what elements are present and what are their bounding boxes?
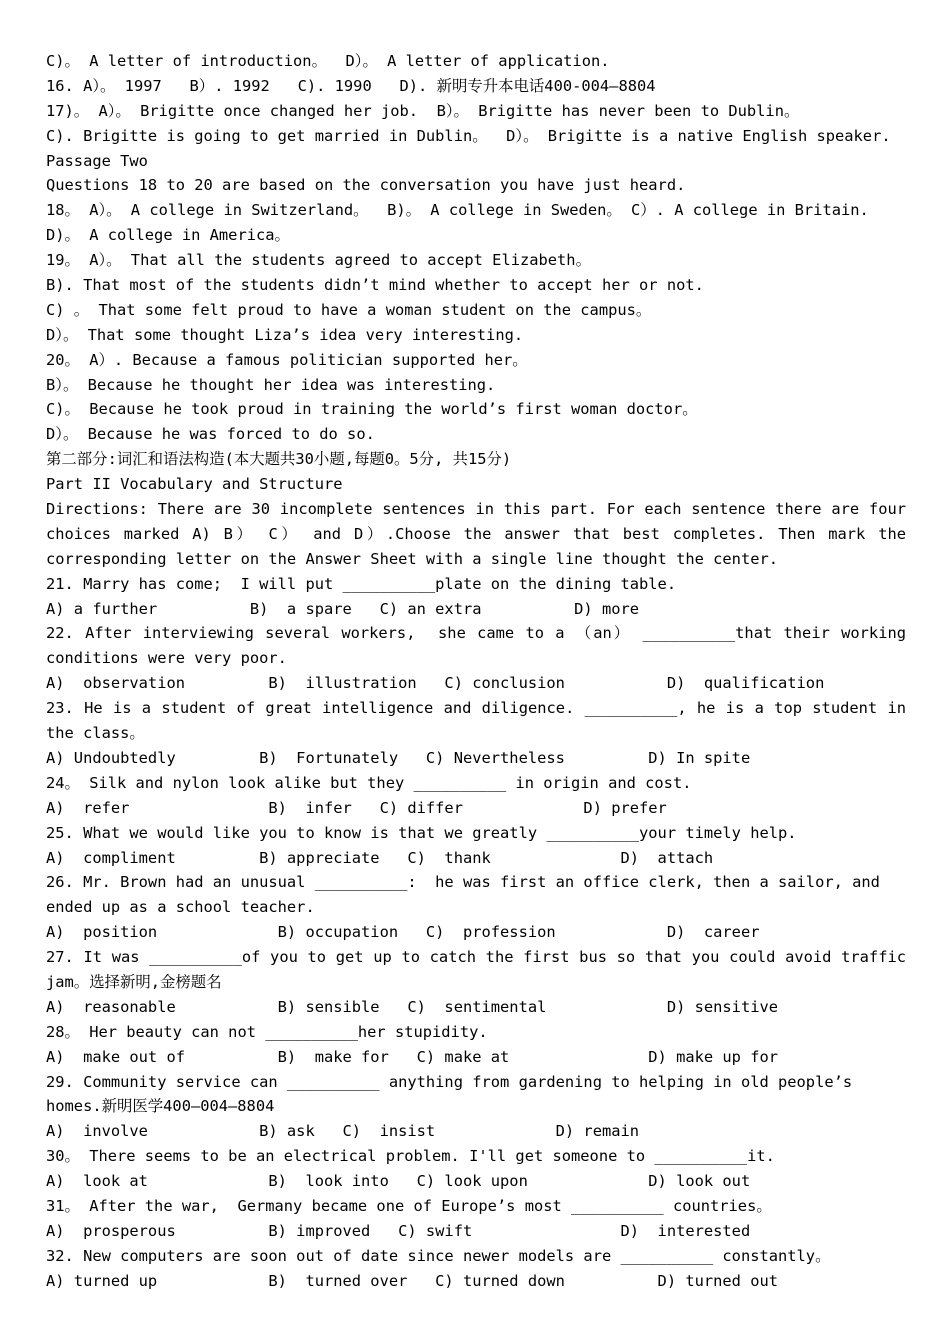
directions-line: choices marked A) B） C） and D）.Choose the answer that best completes. Then mark the bbox=[46, 524, 906, 543]
text-line: 20。 A）. Because a famous politician supported her。 bbox=[46, 350, 528, 369]
question-line: jam。选择新明,金榜题名 bbox=[46, 972, 222, 991]
section-heading: 第二部分:词汇和语法构造(本大题共30小题,每题0。5分, 共15分) bbox=[46, 450, 512, 469]
question-line: 25. What we would like you to know is that we greatly __________your timely help. bbox=[46, 823, 797, 842]
question-line: 21. Marry has come; I will put __________plate on the dining table. bbox=[46, 574, 677, 593]
question-line: the class。 bbox=[46, 724, 145, 743]
options-line: A) position B) occupation C) profession D) career bbox=[46, 923, 760, 942]
text-line: 17)。 A）。 Brigitte once changed her job. B）。 Brigitte has never been to Dublin。 bbox=[46, 101, 800, 120]
text-line: C)。 A letter of introduction。 D）。 A letter of application. bbox=[46, 52, 610, 70]
question-line: 24。 Silk and nylon look alike but they __________ in origin and cost. bbox=[46, 773, 692, 792]
question-line: conditions were very poor. bbox=[46, 649, 287, 668]
text-line: 16. A）。 1997 B）. 1992 C). 1990 D). 新明专升本电话400-004—8804 bbox=[46, 76, 656, 95]
directions-line: corresponding letter on the Answer Sheet with a single line thought the center. bbox=[46, 549, 779, 568]
options-line: A) involve B) ask C) insist D) remain bbox=[46, 1122, 640, 1141]
text-line: 19。 A）。 That all the students agreed to accept Elizabeth。 bbox=[46, 251, 591, 270]
options-line: A) reasonable B) sensible C) sentimental D) sensitive bbox=[46, 997, 779, 1016]
text-line: C). Brigitte is going to get married in Dublin。 D）。 Brigitte is a native English speaker. bbox=[46, 126, 891, 145]
options-line: A) look at B) look into C) look upon D) look out bbox=[46, 1172, 751, 1191]
text-line: B）。 Because he thought her idea was interesting. bbox=[46, 375, 496, 394]
options-line: A) make out of B) make for C) make at D) make up for bbox=[46, 1047, 779, 1066]
directions-line: Directions: There are 30 incomplete sentences in this part. For each sentence there are four bbox=[46, 500, 906, 519]
question-line: ended up as a school teacher. bbox=[46, 898, 315, 917]
question-line: 31。 After the war, Germany became one of Europe’s most __________ countries。 bbox=[46, 1196, 772, 1215]
options-line: A) observation B) illustration C) conclusion D) qualification bbox=[46, 674, 825, 693]
question-line: 29. Community service can __________ anything from gardening to helping in old people’s bbox=[46, 1072, 853, 1091]
question-line: 27. It was __________of you to get up to catch the first bus so that you could avoid traffic bbox=[46, 948, 906, 967]
text-line: C) 。 That some felt proud to have a woman student on the campus。 bbox=[46, 300, 652, 319]
section-heading: Passage Two bbox=[46, 151, 148, 170]
question-line: 22. After interviewing several workers, she came to a （an） __________that their working bbox=[46, 624, 906, 643]
question-line: 32. New computers are soon out of date since newer models are __________ constantly。 bbox=[46, 1246, 831, 1265]
text-line: Questions 18 to 20 are based on the conversation you have just heard. bbox=[46, 176, 686, 195]
text-line: D)。 A college in America。 bbox=[46, 226, 290, 245]
options-line: A) turned up B) turned over C) turned down D) turned out bbox=[46, 1271, 779, 1290]
question-line: 23. He is a student of great intelligence and diligence. __________, he is a top student in bbox=[46, 699, 906, 718]
text-line: B). That most of the students didn’t mind whether to accept her or not. bbox=[46, 276, 704, 295]
text-line: C)。 Because he took proud in training the world’s first woman doctor。 bbox=[46, 400, 698, 419]
options-line: A) prosperous B) improved C) swift D) interested bbox=[46, 1221, 751, 1240]
text-line: D）。 Because he was forced to do so. bbox=[46, 425, 375, 444]
text-line: 18。 A）。 A college in Switzerland。 B)。 A college in Sweden。 C）. A college in Britain. bbox=[46, 201, 869, 220]
question-line: homes.新明医学400—004—8804 bbox=[46, 1097, 275, 1116]
options-line: A) refer B) infer C) differ D) prefer bbox=[46, 798, 667, 817]
options-line: A) Undoubtedly B) Fortunately C) Nevertheless D) In spite bbox=[46, 748, 751, 767]
options-line: A) a further B) a spare C) an extra D) more bbox=[46, 599, 640, 618]
question-line: 26. Mr. Brown had an unusual __________: he was first an office clerk, then a sailor, and bbox=[46, 873, 880, 892]
options-line: A) compliment B) appreciate C) thank D) attach bbox=[46, 848, 714, 867]
text-line: D）。 That some thought Liza’s idea very interesting. bbox=[46, 325, 524, 344]
question-line: 30。 There seems to be an electrical problem. I'll get someone to __________it. bbox=[46, 1147, 775, 1166]
section-heading: Part II Vocabulary and Structure bbox=[46, 475, 343, 494]
question-line: 28。 Her beauty can not __________her stupidity. bbox=[46, 1022, 488, 1041]
